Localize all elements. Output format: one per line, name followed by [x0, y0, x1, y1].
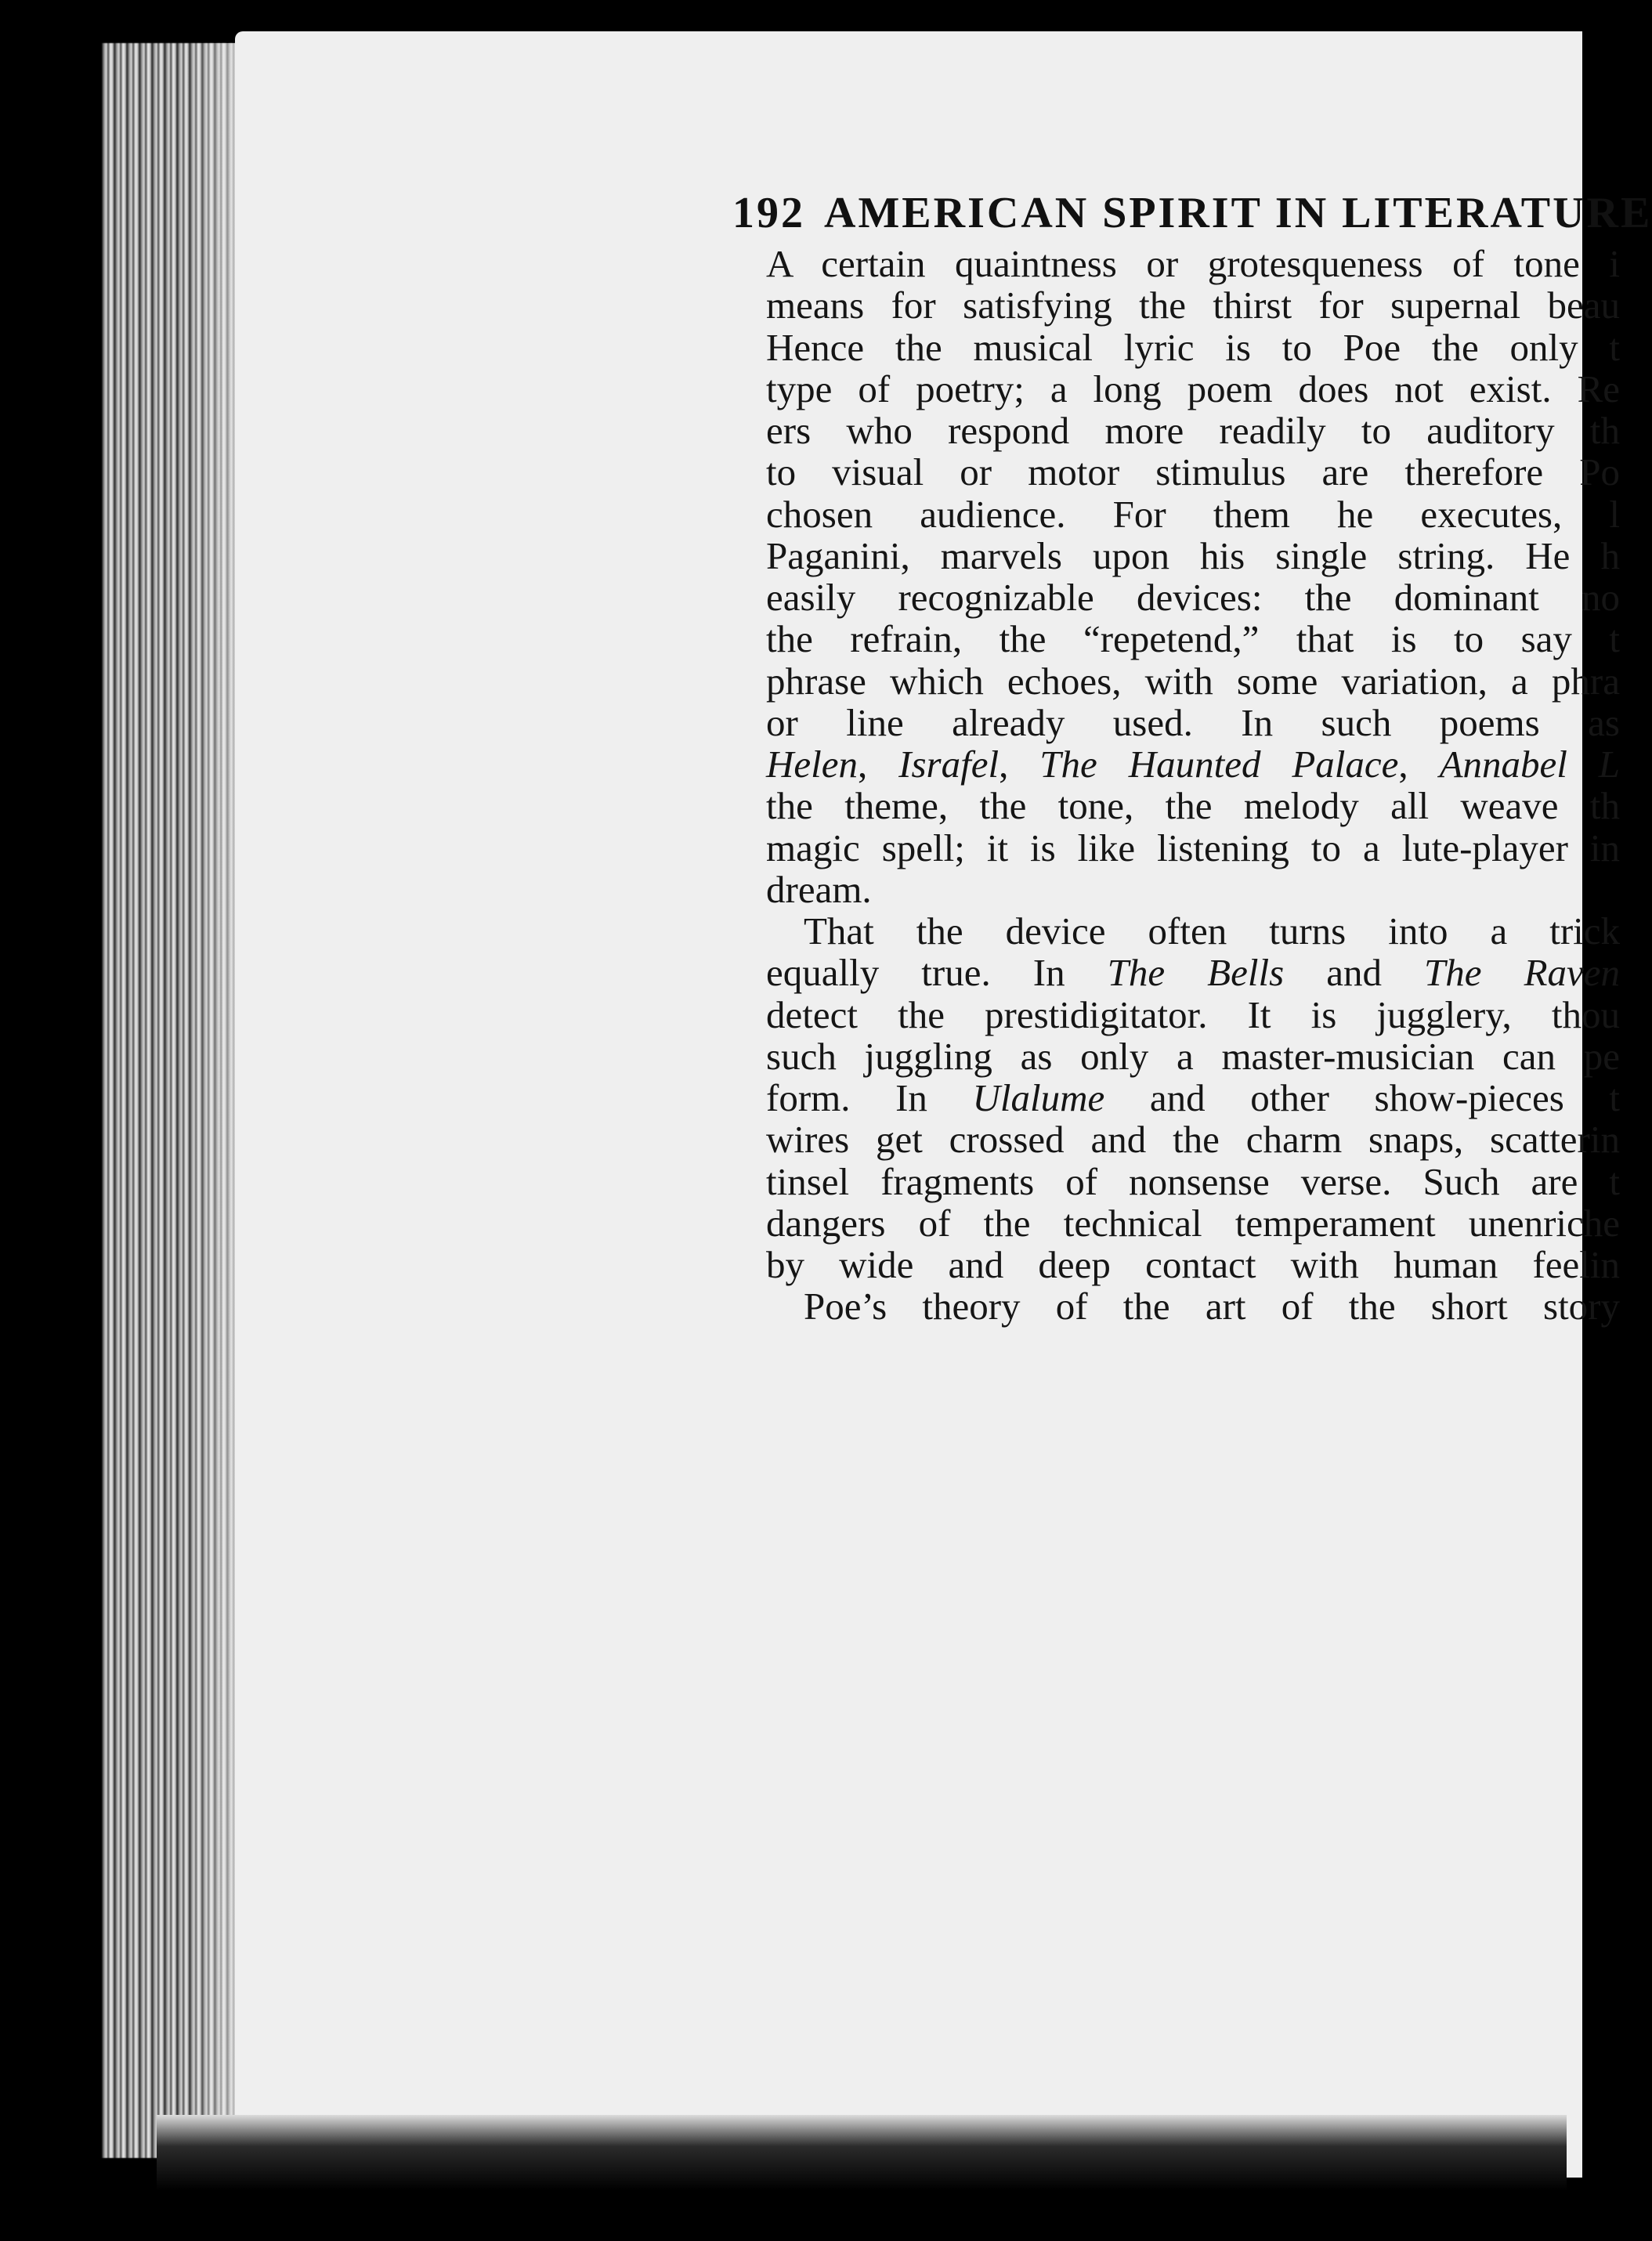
work-title: Ulalume [972, 1076, 1105, 1119]
text-line: phrase which echoes, with some variation, a phra [766, 659, 1620, 703]
text-line: by wide and deep contact with human feelin [766, 1243, 1620, 1286]
body-text [766, 243, 1628, 1328]
text-line: type of poetry; a long poem does not exist. Re [766, 367, 1620, 410]
text-line-italic-titles: form. In Ulalume and other show-pieces t [766, 1076, 1620, 1119]
text-line: dream. [766, 867, 872, 911]
text-line: chosen audience. For them he executes, l [766, 492, 1620, 536]
work-title: The Bells [1107, 951, 1285, 995]
work-title: Helen [766, 743, 858, 786]
text-line: the theme, the tone, the melody all weave th [766, 784, 1620, 828]
text-line: A certain quaintness or grotesqueness of tone i [766, 242, 1620, 285]
work-title: The Raven [1424, 951, 1620, 995]
text-line: wires get crossed and the charm snaps, scatterin [766, 1118, 1620, 1162]
paragraph-2 [766, 910, 1628, 1285]
text-line: such juggling as only a master-musician can pe [766, 1034, 1620, 1078]
page-number: 192 [732, 189, 805, 237]
text-line: or line already used. In such poems as [766, 700, 1620, 744]
text-line: That the device often turns into a trick [804, 909, 1620, 952]
text-line: dangers of the technical temperament unenriche [766, 1201, 1620, 1245]
work-title: The Haunted Palace [1039, 743, 1399, 786]
text-line: the refrain, the “repetend,” that is to say t [766, 617, 1620, 661]
text-line-italic-titles: equally true. In The Bells and The Raven [766, 951, 1620, 995]
text-line-italic-titles: Helen, Israfel, The Haunted Palace, Annabel L [766, 743, 1621, 786]
work-title: Annabel L [1439, 743, 1621, 786]
text-line: Poe’s theory of the art of the short story [804, 1285, 1620, 1328]
paragraph-3 [766, 1285, 1628, 1327]
text-line: ers who respond more readily to auditory th [766, 409, 1620, 452]
running-head-title: AMERICAN SPIRIT IN LITERATURE [824, 189, 1652, 237]
paragraph-1 [766, 243, 1628, 910]
text-line: tinsel fragments of nonsense verse. Such are t [766, 1159, 1620, 1203]
text-line: Paganini, marvels upon his single string. He h [766, 533, 1620, 577]
text-line: easily recognizable devices: the dominant no [766, 576, 1620, 619]
page-bottom-shadow [157, 2115, 1567, 2241]
text-line: detect the prestidigitator. It is jugglery, thou [766, 992, 1620, 1036]
text-line: magic spell; it is like listening to a lute-player in [766, 826, 1620, 869]
text-line: Hence the musical lyric is to Poe the only t [766, 325, 1620, 369]
work-title: Israfel [898, 743, 1000, 786]
text-line: means for satisfying the thirst for supernal beau [766, 284, 1620, 327]
text-line: to visual or motor stimulus are therefore Po [766, 450, 1620, 494]
running-head [732, 188, 1652, 238]
